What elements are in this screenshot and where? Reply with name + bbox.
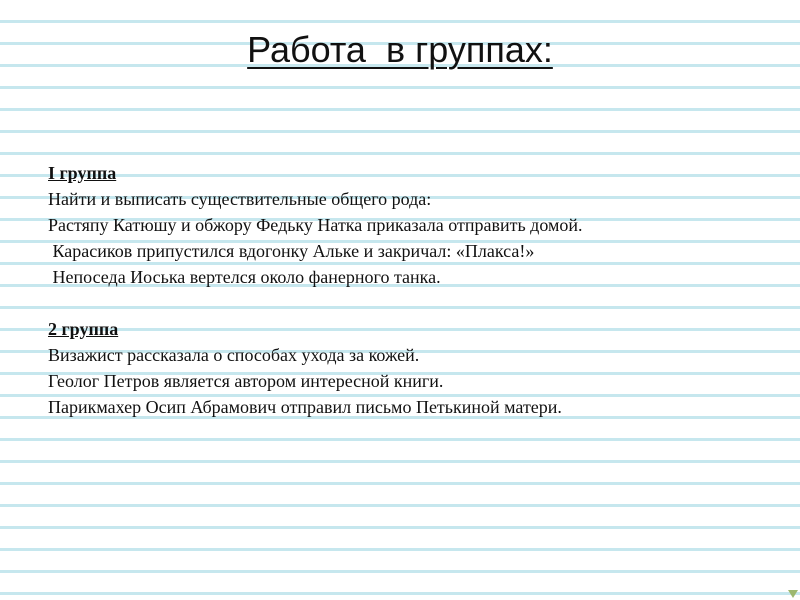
slide-title-text: Работа в группах:	[247, 29, 553, 70]
group-2-line: Визажист рассказала о способах ухода за кожей.	[48, 345, 420, 365]
group-1-heading: I группа	[48, 163, 117, 183]
group-1-line: Непоседа Иоська вертелся около фанерного танка.	[48, 267, 441, 287]
group-1-line: Карасиков припустился вдогонку Альке и закричал: «Плакса!»	[48, 241, 535, 261]
slide-title	[0, 28, 800, 72]
group-1-line: Найти и выписать существительные общего рода:	[48, 189, 432, 209]
group-2-heading: 2 группа	[48, 319, 119, 339]
group-1	[48, 160, 768, 290]
group-2-line: Геолог Петров является автором интересной книги.	[48, 371, 444, 391]
group-2	[48, 316, 768, 420]
group-2-line: Парикмахер Осип Абрамович отправил письмо Петькиной матери.	[48, 397, 562, 417]
slide-content	[48, 160, 768, 420]
group-1-line: Растяпу Катюшу и обжору Федьку Натка приказала отправить домой.	[48, 215, 583, 235]
triangle-down-icon	[788, 590, 798, 598]
